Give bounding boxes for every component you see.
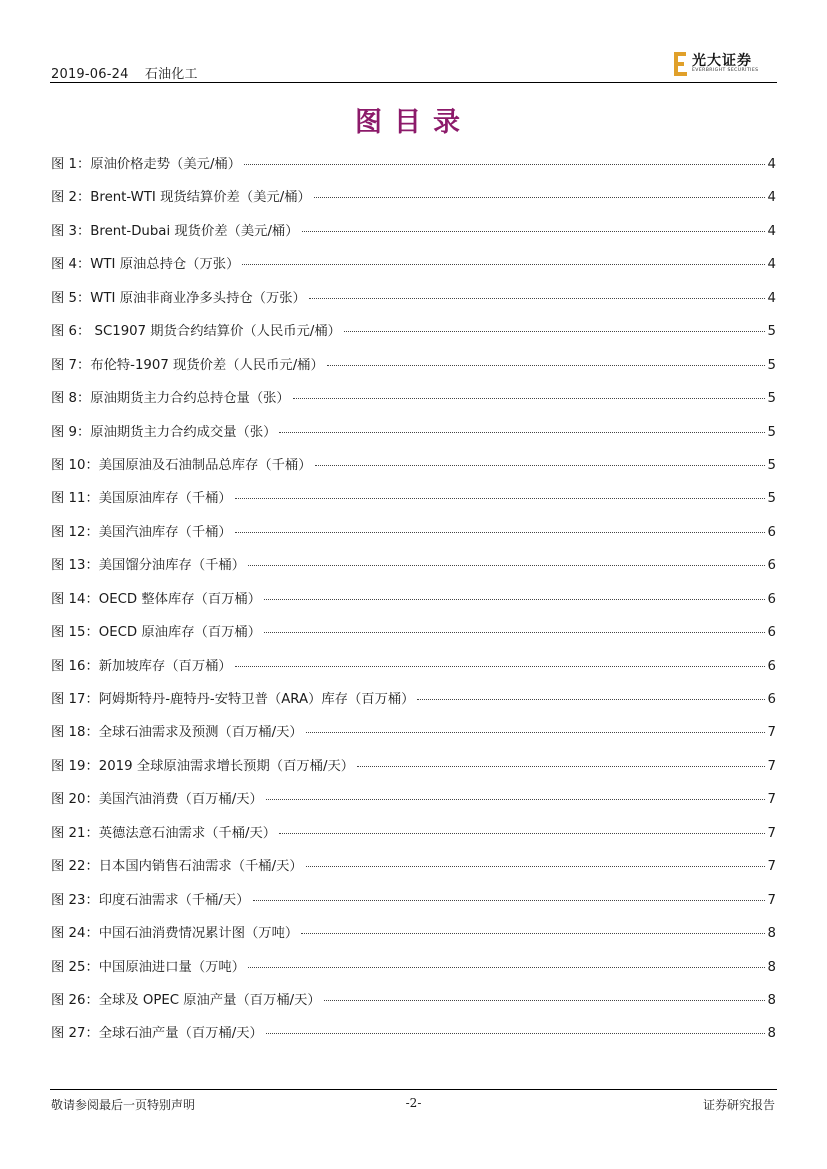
toc-entry[interactable] bbox=[51, 822, 776, 855]
toc-entry-label: 图 15：OECD 原油库存（百万桶） bbox=[51, 625, 262, 641]
toc-entry-page: 6 bbox=[767, 658, 776, 674]
header-divider bbox=[50, 82, 777, 83]
toc-dot-leader bbox=[301, 932, 764, 934]
toc-entry-page: 7 bbox=[767, 792, 776, 808]
toc-entry-label: 图 4：WTI 原油总持仓（万张） bbox=[51, 257, 240, 273]
toc-dot-leader bbox=[314, 196, 765, 198]
toc-entry-label: 图 9：原油期货主力合约成交量（张） bbox=[51, 424, 277, 440]
toc-entry-page: 5 bbox=[767, 324, 776, 340]
toc-entry[interactable] bbox=[51, 554, 776, 587]
toc-entry-page: 6 bbox=[767, 524, 776, 540]
toc-entry-page: 7 bbox=[767, 892, 776, 908]
toc-entry[interactable] bbox=[51, 186, 776, 219]
toc-dot-leader bbox=[279, 832, 764, 834]
toc-dot-leader bbox=[309, 297, 765, 299]
toc-entry-label: 图 6： SC1907 期货合约结算价（人民币元/桶） bbox=[51, 324, 341, 340]
toc-entry[interactable] bbox=[51, 922, 776, 955]
toc-entry-page: 5 bbox=[767, 457, 776, 473]
toc-entry[interactable] bbox=[51, 521, 776, 554]
toc-entry[interactable] bbox=[51, 454, 776, 487]
everbright-logo-icon bbox=[674, 52, 688, 76]
toc-entry-page: 7 bbox=[767, 859, 776, 875]
toc-entry-label: 图 18：全球石油需求及预测（百万桶/天） bbox=[51, 725, 303, 741]
toc-entry-label: 图 22：日本国内销售石油需求（千桶/天） bbox=[51, 859, 303, 875]
toc-entry-label: 图 13：美国馏分油库存（千桶） bbox=[51, 558, 246, 574]
toc-entry[interactable] bbox=[51, 487, 776, 520]
page-footer bbox=[50, 1089, 777, 1112]
toc-dot-leader bbox=[417, 698, 764, 700]
toc-entry-label: 图 11：美国原油库存（千桶） bbox=[51, 491, 232, 507]
toc-dot-leader bbox=[302, 230, 765, 232]
toc-entry-label: 图 20：美国汽油消费（百万桶/天） bbox=[51, 792, 263, 808]
toc-entry-page: 5 bbox=[767, 357, 776, 373]
toc-entry-page: 4 bbox=[767, 190, 776, 206]
toc-entry[interactable] bbox=[51, 989, 776, 1022]
toc-entry-label: 图 26：全球及 OPEC 原油产量（百万桶/天） bbox=[51, 992, 321, 1008]
toc-entry-label: 图 25：中国原油进口量（万吨） bbox=[51, 959, 246, 975]
toc-dot-leader bbox=[266, 1032, 765, 1034]
toc-entry-label: 图 12：美国汽油库存（千桶） bbox=[51, 524, 232, 540]
toc-dot-leader bbox=[248, 564, 765, 566]
toc-dot-leader bbox=[279, 431, 764, 433]
toc-entry-page: 5 bbox=[767, 491, 776, 507]
toc-dot-leader bbox=[344, 330, 765, 332]
toc-entry[interactable] bbox=[51, 354, 776, 387]
toc-entry[interactable] bbox=[51, 788, 776, 821]
toc-entry[interactable] bbox=[51, 956, 776, 989]
toc-entry[interactable] bbox=[51, 1022, 776, 1055]
toc-entry-page: 6 bbox=[767, 692, 776, 707]
toc-dot-leader bbox=[306, 865, 765, 867]
toc-dot-leader bbox=[357, 765, 764, 767]
toc-entry-page: 7 bbox=[767, 758, 776, 774]
toc-entry[interactable] bbox=[51, 387, 776, 420]
toc-entry-page: 7 bbox=[767, 825, 776, 841]
toc-entry-page: 6 bbox=[767, 591, 776, 607]
toc-entry-page: 5 bbox=[767, 391, 776, 407]
report-date: 2019-06-24 bbox=[51, 67, 129, 82]
toc-entry[interactable] bbox=[51, 220, 776, 253]
toc-entry-label: 图 3：Brent-Dubai 现货价差（美元/桶） bbox=[51, 223, 299, 239]
toc-entry-page: 4 bbox=[767, 290, 776, 306]
logo-english-name: EVERBRIGHT SECURITIES bbox=[692, 68, 759, 73]
toc-entry[interactable] bbox=[51, 855, 776, 888]
footer-disclaimer: 敬请参阅最后一页特别声明 bbox=[51, 1098, 196, 1112]
toc-entry[interactable] bbox=[51, 588, 776, 621]
footer-report-type: 证券研究报告 bbox=[702, 1098, 775, 1112]
toc-entry-page: 8 bbox=[767, 992, 776, 1008]
toc-entry[interactable] bbox=[51, 253, 776, 286]
toc-entry[interactable] bbox=[51, 153, 776, 186]
toc-entry-label: 图 8：原油期货主力合约总持仓量（张） bbox=[51, 391, 290, 407]
toc-dot-leader bbox=[293, 397, 765, 399]
everbright-logo bbox=[674, 48, 774, 78]
toc-entry-label: 图 1：原油价格走势（美元/桶） bbox=[51, 157, 242, 172]
toc-dot-leader bbox=[235, 665, 765, 667]
figure-table-of-contents bbox=[51, 153, 776, 1056]
toc-entry[interactable] bbox=[51, 421, 776, 454]
page-header bbox=[50, 48, 777, 82]
toc-entry-page: 7 bbox=[767, 725, 776, 741]
toc-dot-leader bbox=[264, 631, 765, 633]
toc-entry-page: 4 bbox=[767, 257, 776, 273]
footer-divider bbox=[50, 1089, 777, 1090]
toc-entry-page: 8 bbox=[767, 959, 776, 975]
toc-entry-label: 图 23：印度石油需求（千桶/天） bbox=[51, 892, 250, 908]
toc-entry-label: 图 19：2019 全球原油需求增长预期（百万桶/天） bbox=[51, 758, 355, 774]
toc-entry-label: 图 17：阿姆斯特丹-鹿特丹-安特卫普（ARA）库存（百万桶） bbox=[51, 692, 415, 707]
toc-dot-leader bbox=[248, 966, 765, 968]
toc-entry-label: 图 10：美国原油及石油制品总库存（千桶） bbox=[51, 457, 312, 473]
toc-dot-leader bbox=[306, 731, 765, 733]
toc-entry-label: 图 16：新加坡库存（百万桶） bbox=[51, 658, 232, 674]
toc-dot-leader bbox=[264, 598, 765, 600]
toc-entry-page: 6 bbox=[767, 558, 776, 574]
toc-entry[interactable] bbox=[51, 755, 776, 788]
toc-dot-leader bbox=[242, 263, 764, 265]
toc-entry-label: 图 14：OECD 整体库存（百万桶） bbox=[51, 591, 262, 607]
header-info bbox=[51, 63, 210, 82]
toc-dot-leader bbox=[327, 364, 765, 366]
toc-entry-page: 6 bbox=[767, 625, 776, 641]
toc-entry-page: 4 bbox=[767, 157, 776, 172]
toc-dot-leader bbox=[266, 798, 765, 800]
toc-dot-leader bbox=[315, 464, 765, 466]
toc-entry[interactable] bbox=[51, 889, 776, 922]
logo-chinese-name: 光大证券 bbox=[692, 53, 752, 69]
toc-dot-leader bbox=[235, 531, 765, 533]
toc-entry[interactable] bbox=[51, 621, 776, 654]
toc-entry-label: 图 27：全球石油产量（百万桶/天） bbox=[51, 1026, 263, 1042]
report-sector: 石油化工 bbox=[144, 67, 198, 82]
toc-entry-page: 5 bbox=[767, 424, 776, 440]
toc-entry[interactable] bbox=[51, 688, 776, 721]
toc-dot-leader bbox=[253, 899, 765, 901]
toc-entry-label: 图 2：Brent-WTI 现货结算价差（美元/桶） bbox=[51, 190, 311, 206]
toc-dot-leader bbox=[235, 497, 765, 499]
toc-entry-page: 8 bbox=[767, 926, 776, 942]
toc-dot-leader bbox=[324, 999, 765, 1001]
toc-dot-leader bbox=[244, 163, 765, 165]
toc-entry[interactable] bbox=[51, 320, 776, 353]
toc-entry-page: 8 bbox=[767, 1026, 776, 1042]
toc-entry[interactable] bbox=[51, 287, 776, 320]
toc-entry-label: 图 24：中国石油消费情况累计图（万吨） bbox=[51, 926, 299, 942]
page-title: 图目录 bbox=[355, 107, 472, 138]
toc-entry-label: 图 21：英德法意石油需求（千桶/天） bbox=[51, 825, 277, 841]
toc-entry-label: 图 7：布伦特-1907 现货价差（人民币元/桶） bbox=[51, 357, 324, 373]
toc-entry[interactable] bbox=[51, 721, 776, 754]
page-number: -2- bbox=[405, 1096, 422, 1110]
toc-entry-label: 图 5：WTI 原油非商业净多头持仓（万张） bbox=[51, 290, 306, 306]
toc-entry[interactable] bbox=[51, 655, 776, 688]
toc-entry-page: 4 bbox=[767, 223, 776, 239]
